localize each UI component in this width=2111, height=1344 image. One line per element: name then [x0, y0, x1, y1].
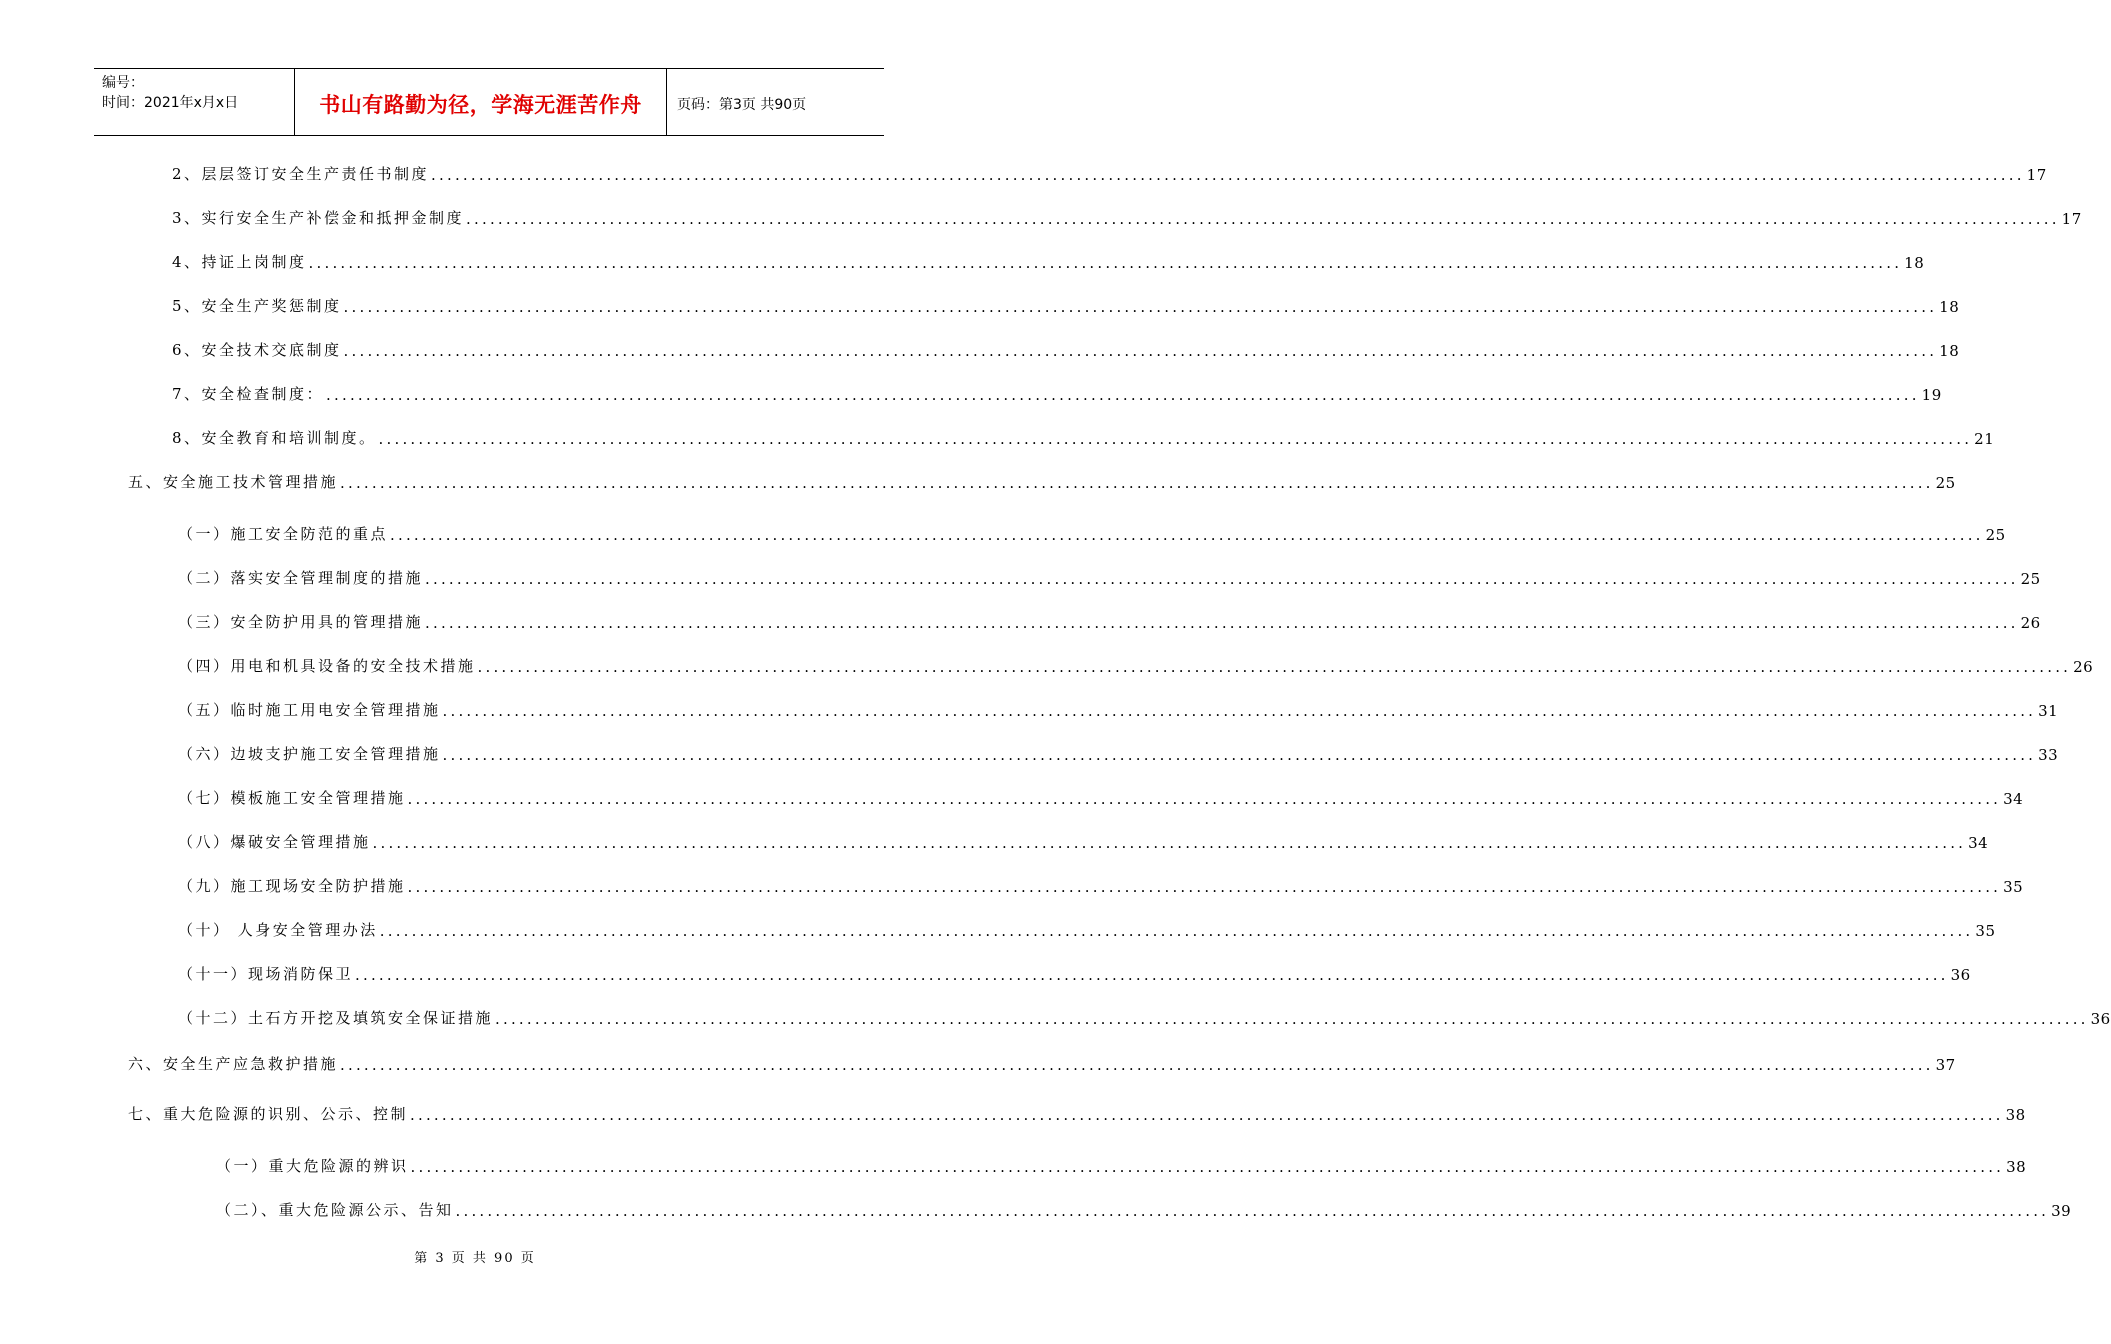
toc-leader-dots: ........................................................................................................................................................................................................	[407, 790, 2002, 808]
toc-entry-title: （六）边坡支护施工安全管理措施	[178, 745, 441, 763]
toc-entry-title: 6、安全技术交底制度	[172, 341, 342, 359]
toc-entry-page: 35	[2003, 878, 2024, 896]
toc-leader-dots: ........................................................................................................................................................................................................	[308, 254, 1903, 272]
toc-leader-dots: ........................................................................................................................................................................................................	[407, 878, 2002, 896]
toc-entry-title: 2、层层签订安全生产责任书制度	[172, 165, 430, 183]
toc-leader-dots: ........................................................................................................................................................................................................	[477, 658, 2072, 676]
toc-entry[interactable]	[172, 380, 1942, 404]
toc-entry-page: 25	[1935, 474, 1956, 492]
toc-leader-dots: ........................................................................................................................................................................................................	[378, 430, 1973, 448]
toc-entry-title: （一）重大危险源的辨识	[216, 1157, 409, 1175]
toc-entry[interactable]	[172, 424, 1995, 448]
toc-entry-title: 3、实行安全生产补偿金和抵押金制度	[172, 209, 465, 227]
toc-entry-title: 六、安全生产应急救护措施	[128, 1055, 339, 1073]
header-info-cell	[94, 69, 295, 135]
toc-entry-title: 8、安全教育和培训制度。	[172, 429, 377, 447]
toc-entry-title: （十一）现场消防保卫	[178, 965, 354, 983]
toc-leader-dots: ........................................................................................................................................................................................................	[431, 166, 2025, 184]
toc-leader-dots: ........................................................................................................................................................................................................	[410, 1106, 2004, 1124]
toc-entry[interactable]	[216, 1152, 2027, 1176]
toc-entry-page: 26	[2073, 658, 2094, 676]
toc-entry[interactable]	[178, 784, 2024, 808]
toc-entry[interactable]	[178, 608, 2041, 632]
toc-leader-dots: ........................................................................................................................................................................................................	[442, 746, 2037, 764]
toc-entry-title: 7、安全检查制度：	[172, 385, 325, 403]
toc-entry-page: 18	[1939, 342, 1960, 360]
toc-entry-title: （九）施工现场安全防护措施	[178, 877, 406, 895]
toc-entry[interactable]	[178, 916, 1996, 940]
toc-entry-page: 36	[1950, 966, 1971, 984]
toc-entry-page: 39	[2051, 1202, 2072, 1220]
toc-entry-title: （八）爆破安全管理措施	[178, 833, 371, 851]
toc-leader-dots: ........................................................................................................................................................................................................	[343, 298, 1938, 316]
toc-entry-page: 34	[2003, 790, 2024, 808]
toc-entry-title: 4、持证上岗制度	[172, 253, 307, 271]
toc-leader-dots: ........................................................................................................................................................................................................	[343, 342, 1938, 360]
toc-entry-title: 五、安全施工技术管理措施	[128, 473, 339, 491]
toc-leader-dots: ........................................................................................................................................................................................................	[410, 1158, 2005, 1176]
toc-leader-dots: ........................................................................................................................................................................................................	[425, 614, 2019, 632]
toc-entry[interactable]	[172, 204, 2082, 228]
toc-entry-page: 34	[1968, 834, 1989, 852]
toc-entry-title: 七、重大危险源的识别、公示、控制	[128, 1105, 409, 1123]
toc-entry-title: （二）、重大危险源公示、告知	[216, 1201, 454, 1219]
toc-leader-dots: ........................................................................................................................................................................................................	[355, 966, 1949, 984]
toc-entry-page: 25	[1985, 526, 2006, 544]
toc-entry[interactable]	[172, 292, 1960, 316]
toc-entry[interactable]	[178, 1004, 2111, 1028]
toc-leader-dots: ........................................................................................................................................................................................................	[466, 210, 2060, 228]
toc-leader-dots: ........................................................................................................................................................................................................	[340, 474, 1934, 492]
toc-entry-title: （五）临时施工用电安全管理措施	[178, 701, 441, 719]
header-page-label: 页码：第3页 共90页	[677, 97, 807, 113]
toc-entry[interactable]	[216, 1196, 2072, 1220]
toc-entry-page: 18	[1904, 254, 1925, 272]
code-label: 编号：	[102, 75, 144, 91]
toc-leader-dots: ........................................................................................................................................................................................................	[390, 526, 1984, 544]
page-footer: 第 3 页 共 90 页	[414, 1251, 536, 1266]
toc-leader-dots: ........................................................................................................................................................................................................	[495, 1010, 2089, 1028]
toc-entry-page: 38	[2006, 1158, 2027, 1176]
page-header	[94, 68, 884, 136]
toc-entry[interactable]	[178, 564, 2041, 588]
toc-entry-title: （四）用电和机具设备的安全技术措施	[178, 657, 476, 675]
toc-leader-dots: ........................................................................................................................................................................................................	[425, 570, 2019, 588]
toc-entry-page: 36	[2090, 1010, 2111, 1028]
toc-entry-page: 18	[1939, 298, 1960, 316]
time-label: 时间：2021年x月x日	[102, 95, 239, 111]
toc-entry-page: 17	[2061, 210, 2082, 228]
toc-entry-page: 19	[1921, 386, 1942, 404]
toc-entry[interactable]	[178, 740, 2059, 764]
toc-entry-page: 33	[2038, 746, 2059, 764]
toc-entry-title: （一）施工安全防范的重点	[178, 525, 389, 543]
toc-entry[interactable]	[178, 872, 2024, 896]
toc-entry-page: 21	[1974, 430, 1995, 448]
toc-entry[interactable]	[172, 336, 1960, 360]
toc-entry[interactable]	[128, 1100, 2026, 1124]
toc-entry-title: （七）模板施工安全管理措施	[178, 789, 406, 807]
toc-entry-title: 5、安全生产奖惩制度	[172, 297, 342, 315]
toc-leader-dots: ........................................................................................................................................................................................................	[379, 922, 1974, 940]
toc-entry-page: 17	[2026, 166, 2047, 184]
toc-entry[interactable]	[128, 468, 1956, 492]
header-motto: 书山有路勤为径，学海无涯苦作舟	[295, 69, 667, 135]
toc-entry-page: 26	[2020, 614, 2041, 632]
toc-entry[interactable]	[178, 696, 2059, 720]
toc-entry-title: （三）安全防护用具的管理措施	[178, 613, 424, 631]
toc-entry-title: （二）落实安全管理制度的措施	[178, 569, 424, 587]
toc-entry-page: 25	[2020, 570, 2041, 588]
toc-entry-page: 35	[1975, 922, 1996, 940]
toc-leader-dots: ........................................................................................................................................................................................................	[326, 386, 1920, 404]
toc-entry[interactable]	[178, 652, 2094, 676]
toc-entry-page: 31	[2038, 702, 2059, 720]
toc-entry-title: （十二）土石方开挖及填筑安全保证措施	[178, 1009, 494, 1027]
toc-entry-title: （十） 人身安全管理办法	[178, 921, 378, 939]
toc-entry[interactable]	[128, 1050, 1956, 1074]
toc-entry[interactable]	[172, 248, 1925, 272]
toc-entry[interactable]	[172, 160, 2047, 184]
toc-leader-dots: ........................................................................................................................................................................................................	[372, 834, 1967, 852]
toc-entry[interactable]	[178, 520, 2006, 544]
toc-entry[interactable]	[178, 828, 1989, 852]
toc-entry-page: 38	[2005, 1106, 2026, 1124]
toc-entry-page: 37	[1935, 1056, 1956, 1074]
toc-leader-dots: ........................................................................................................................................................................................................	[340, 1056, 1934, 1074]
toc-leader-dots: ........................................................................................................................................................................................................	[455, 1202, 2050, 1220]
toc-entry[interactable]	[178, 960, 1971, 984]
toc-leader-dots: ........................................................................................................................................................................................................	[442, 702, 2037, 720]
